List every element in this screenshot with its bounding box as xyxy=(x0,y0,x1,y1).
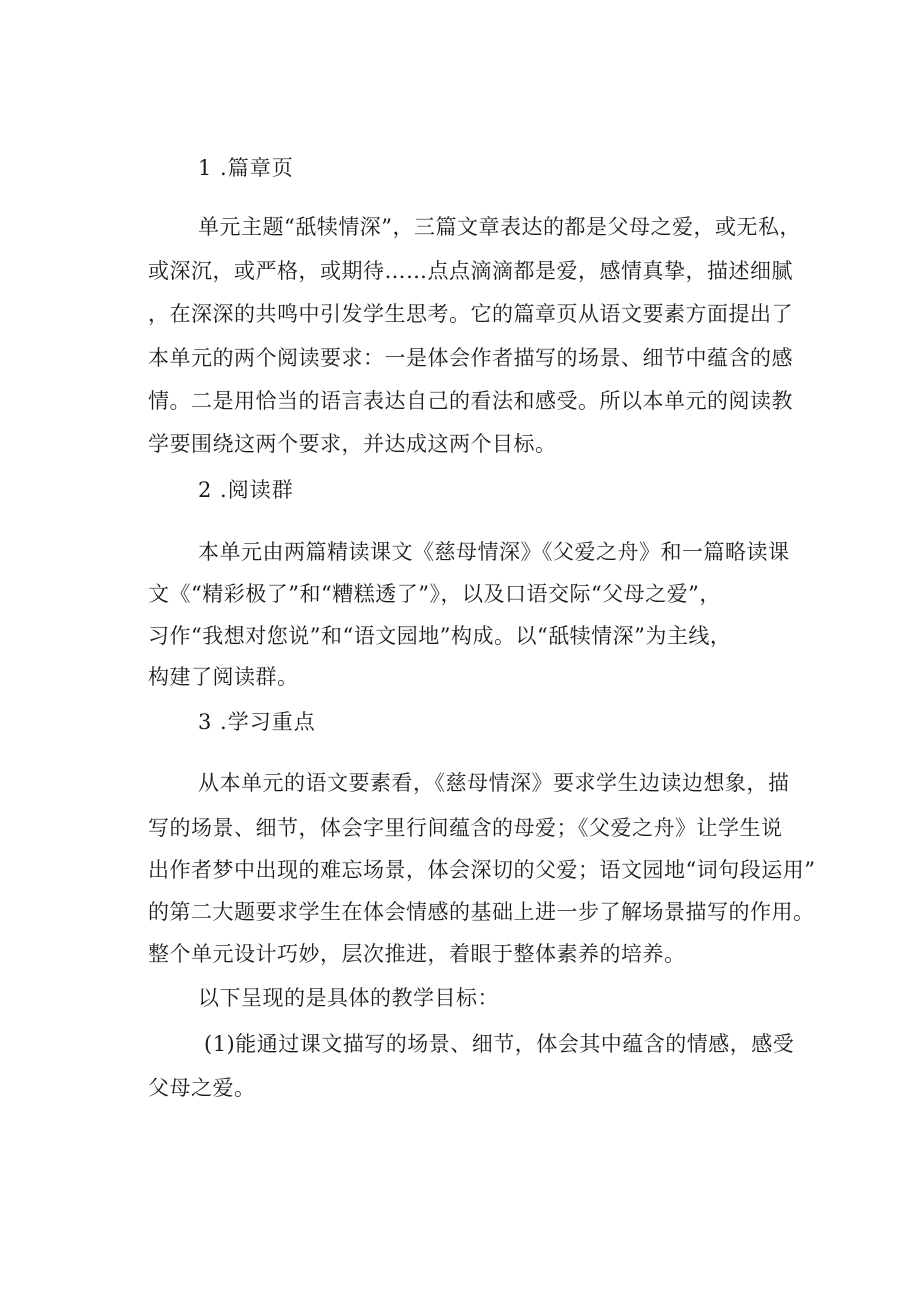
paragraph-line: 情。二是用恰当的语言表达自己的看法和感受。所以本单元的阅读教 xyxy=(148,389,793,413)
paragraph-line: 习作“我想对您说”和“语文园地”构成。以“舐犊情深”为主线， xyxy=(148,624,732,648)
paragraph-line: 的第二大题要求学生在体会情感的基础上进一步了解场景描写的作用。 xyxy=(148,900,815,924)
paragraph-line: 本单元由两篇精读课文《慈母情深》《父爱之舟》和一篇略读课 xyxy=(198,540,790,564)
paragraph-line: 文《“精彩极了”和“糟糕透了”》，以及口语交际“父母之爱”， xyxy=(148,582,721,606)
section-heading-reading-group: 2 .阅读群 xyxy=(198,478,294,502)
paragraph-line: 构建了阅读群。 xyxy=(148,665,299,689)
paragraph-line: 从本单元的语文要素看，《慈母情深》要求学生边读边想象，描 xyxy=(198,771,790,795)
paragraph-line: 单元主题“舐犊情深”，三篇文章表达的都是父母之爱，或无私， xyxy=(198,215,801,239)
paragraph-line: 本单元的两个阅读要求：一是体会作者描写的场景、细节中蕴含的感 xyxy=(148,346,793,370)
paragraph-line: ，在深深的共鸣中引发学生思考。它的篇章页从语文要素方面提出了 xyxy=(148,302,793,326)
paragraph-line: 或深沉，或严格，或期待……点点滴滴都是爱，感情真挚，描述细腻 xyxy=(148,259,793,283)
section-heading-learning-focus: 3 .学习重点 xyxy=(198,710,316,734)
section-heading-chapter-page: 1 .篇章页 xyxy=(198,156,294,180)
paragraph-line: 整个单元设计巧妙，层次推进，着眼于整体素养的培养。 xyxy=(148,942,686,966)
goal-item-line: (1)能通过课文描写的场景、细节，体会其中蕴含的情感，感受 xyxy=(204,1032,795,1056)
paragraph-line: 出作者梦中出现的难忘场景，体会深切的父爱；语文园地“词句段运用” xyxy=(148,858,816,882)
goals-intro: 以下呈现的是具体的教学目标： xyxy=(198,986,499,1010)
paragraph-line: 写的场景、细节，体会字里行间蕴含的母爱；《父爱之舟》让学生说 xyxy=(148,816,783,840)
paragraph-line: 学要围绕这两个要求，并达成这两个目标。 xyxy=(148,432,557,456)
goal-item-line: 父母之爱。 xyxy=(148,1076,256,1100)
